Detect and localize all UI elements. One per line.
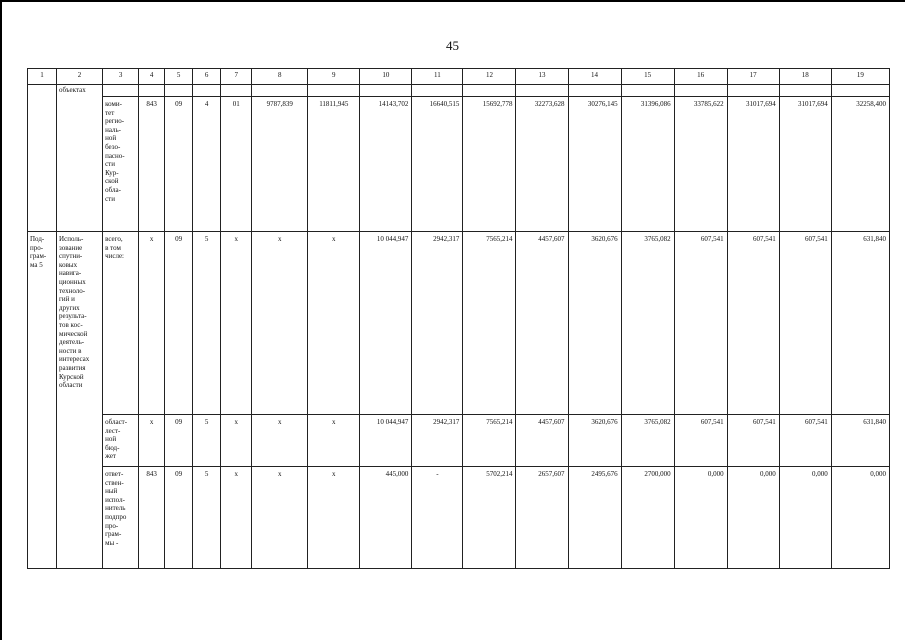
table-cell: 3765,082	[621, 415, 674, 467]
table-cell: x	[252, 232, 308, 415]
header-cell: 9	[308, 69, 360, 85]
table-cell: 32258,400	[831, 97, 889, 232]
table-cell	[831, 85, 889, 97]
table-cell: 09	[165, 232, 193, 415]
table-cell	[165, 85, 193, 97]
header-cell: 12	[463, 69, 516, 85]
table-row-responsible-executor	[28, 467, 890, 569]
table-cell: 01	[221, 97, 252, 232]
table-cell: 11811,945	[308, 97, 360, 232]
table-row-regional-budget	[28, 415, 890, 467]
table-cell: 3620,676	[568, 415, 621, 467]
table-cell: x	[308, 415, 360, 467]
table-cell: 0,000	[831, 467, 889, 569]
page-number: 45	[446, 38, 459, 53]
table-cell	[28, 85, 57, 232]
executor-label: всего, в том числе:	[103, 232, 139, 415]
header-cell: 7	[221, 69, 252, 85]
table-cell	[516, 85, 568, 97]
table-cell	[463, 85, 516, 97]
table-cell	[139, 85, 165, 97]
table-cell	[674, 85, 727, 97]
table-cell: 30276,145	[568, 97, 621, 232]
table-row-subprogram-total	[28, 232, 890, 415]
scan-border-top	[0, 0, 905, 2]
table-cell: 31396,086	[621, 97, 674, 232]
table-cell: 09	[165, 97, 193, 232]
table-cell: -	[412, 467, 463, 569]
header-cell: 2	[57, 69, 103, 85]
table-cell: x	[139, 415, 165, 467]
table-cell: x	[221, 467, 252, 569]
header-cell: 14	[568, 69, 621, 85]
table-cell: 9787,839	[252, 97, 308, 232]
table-cell	[193, 85, 221, 97]
table-cell	[308, 85, 360, 97]
executor-label: ответ- ствен- ный испол- нитель подпро про- грам- мы -	[103, 467, 139, 569]
table-cell: 31017,694	[779, 97, 831, 232]
table-cell: 631,840	[831, 415, 889, 467]
header-cell: 19	[831, 69, 889, 85]
table-cell	[360, 85, 412, 97]
table-row-committee	[28, 97, 890, 232]
table-cell: 607,541	[727, 415, 779, 467]
table-cell: 7565,214	[463, 415, 516, 467]
table-cell	[412, 85, 463, 97]
table-cell: 445,000	[360, 467, 412, 569]
table-cell: x	[308, 467, 360, 569]
table-cell: x	[252, 415, 308, 467]
table-cell: 09	[165, 467, 193, 569]
table-cell: 2942,317	[412, 415, 463, 467]
table-cell: 09	[165, 415, 193, 467]
table-cell: 16640,515	[412, 97, 463, 232]
header-cell: 17	[727, 69, 779, 85]
table-cell: x	[221, 232, 252, 415]
table-cell: 2495,676	[568, 467, 621, 569]
table-row-objects	[28, 85, 890, 97]
header-cell: 1	[28, 69, 57, 85]
table-cell	[727, 85, 779, 97]
table-cell: 5	[193, 415, 221, 467]
table-cell: 0,000	[674, 467, 727, 569]
header-cell: 16	[674, 69, 727, 85]
subprogram-label: Под- про- грам- ма 5	[28, 232, 57, 569]
table-cell: 631,840	[831, 232, 889, 415]
table-cell	[221, 85, 252, 97]
table-cell: 607,541	[779, 415, 831, 467]
table-cell	[103, 85, 139, 97]
table-cell: 0,000	[779, 467, 831, 569]
header-cell: 5	[165, 69, 193, 85]
executor-label: област- лест- ной бюд- жет	[103, 415, 139, 467]
table-cell: 2700,000	[621, 467, 674, 569]
table-cell: 7565,214	[463, 232, 516, 415]
table-cell: 5	[193, 232, 221, 415]
header-cell: 10	[360, 69, 412, 85]
table-cell: 10 044,947	[360, 232, 412, 415]
table-cell: 14143,702	[360, 97, 412, 232]
table-cell: 843	[139, 467, 165, 569]
table-cell: 5	[193, 467, 221, 569]
table-cell: 607,541	[727, 232, 779, 415]
table-cell: 607,541	[674, 232, 727, 415]
table-cell: x	[308, 232, 360, 415]
table-cell: 0,000	[727, 467, 779, 569]
header-cell: 11	[412, 69, 463, 85]
table-cell: 4	[193, 97, 221, 232]
table-cell: 3765,082	[621, 232, 674, 415]
header-cell: 15	[621, 69, 674, 85]
table-cell	[252, 85, 308, 97]
scan-border-left	[0, 0, 2, 640]
table-cell: 607,541	[779, 232, 831, 415]
table-cell: 4457,607	[516, 232, 568, 415]
budget-table	[27, 68, 890, 569]
table-cell: 33785,622	[674, 97, 727, 232]
header-cell: 8	[252, 69, 308, 85]
subprogram-title: Исполь- зование спутни- ковых навига- ционных техноло- гий и других результа- тов кос- мической деятель- ности в интересах развития Курской области	[57, 232, 103, 569]
table-cell	[568, 85, 621, 97]
table-cell: объектах	[57, 85, 103, 232]
table-cell: 2657,607	[516, 467, 568, 569]
table-cell: 3620,676	[568, 232, 621, 415]
table-cell: 15692,778	[463, 97, 516, 232]
header-cell: 3	[103, 69, 139, 85]
table-cell: 31017,694	[727, 97, 779, 232]
header-row	[28, 69, 890, 85]
executor-label: коми- тет регио- наль- ной безо- пасно- сти Кур- ской обла- сти	[103, 97, 139, 232]
table-cell: x	[221, 415, 252, 467]
table-cell: x	[252, 467, 308, 569]
header-cell: 4	[139, 69, 165, 85]
table-cell: 4457,607	[516, 415, 568, 467]
table-cell	[779, 85, 831, 97]
header-cell: 13	[516, 69, 568, 85]
header-cell: 18	[779, 69, 831, 85]
table-cell: 607,541	[674, 415, 727, 467]
table-cell: 32273,628	[516, 97, 568, 232]
table-cell: 2942,317	[412, 232, 463, 415]
table-cell	[621, 85, 674, 97]
table-cell: x	[139, 232, 165, 415]
header-cell: 6	[193, 69, 221, 85]
table-cell: 10 044,947	[360, 415, 412, 467]
table-cell: 843	[139, 97, 165, 232]
table-cell: 5702,214	[463, 467, 516, 569]
